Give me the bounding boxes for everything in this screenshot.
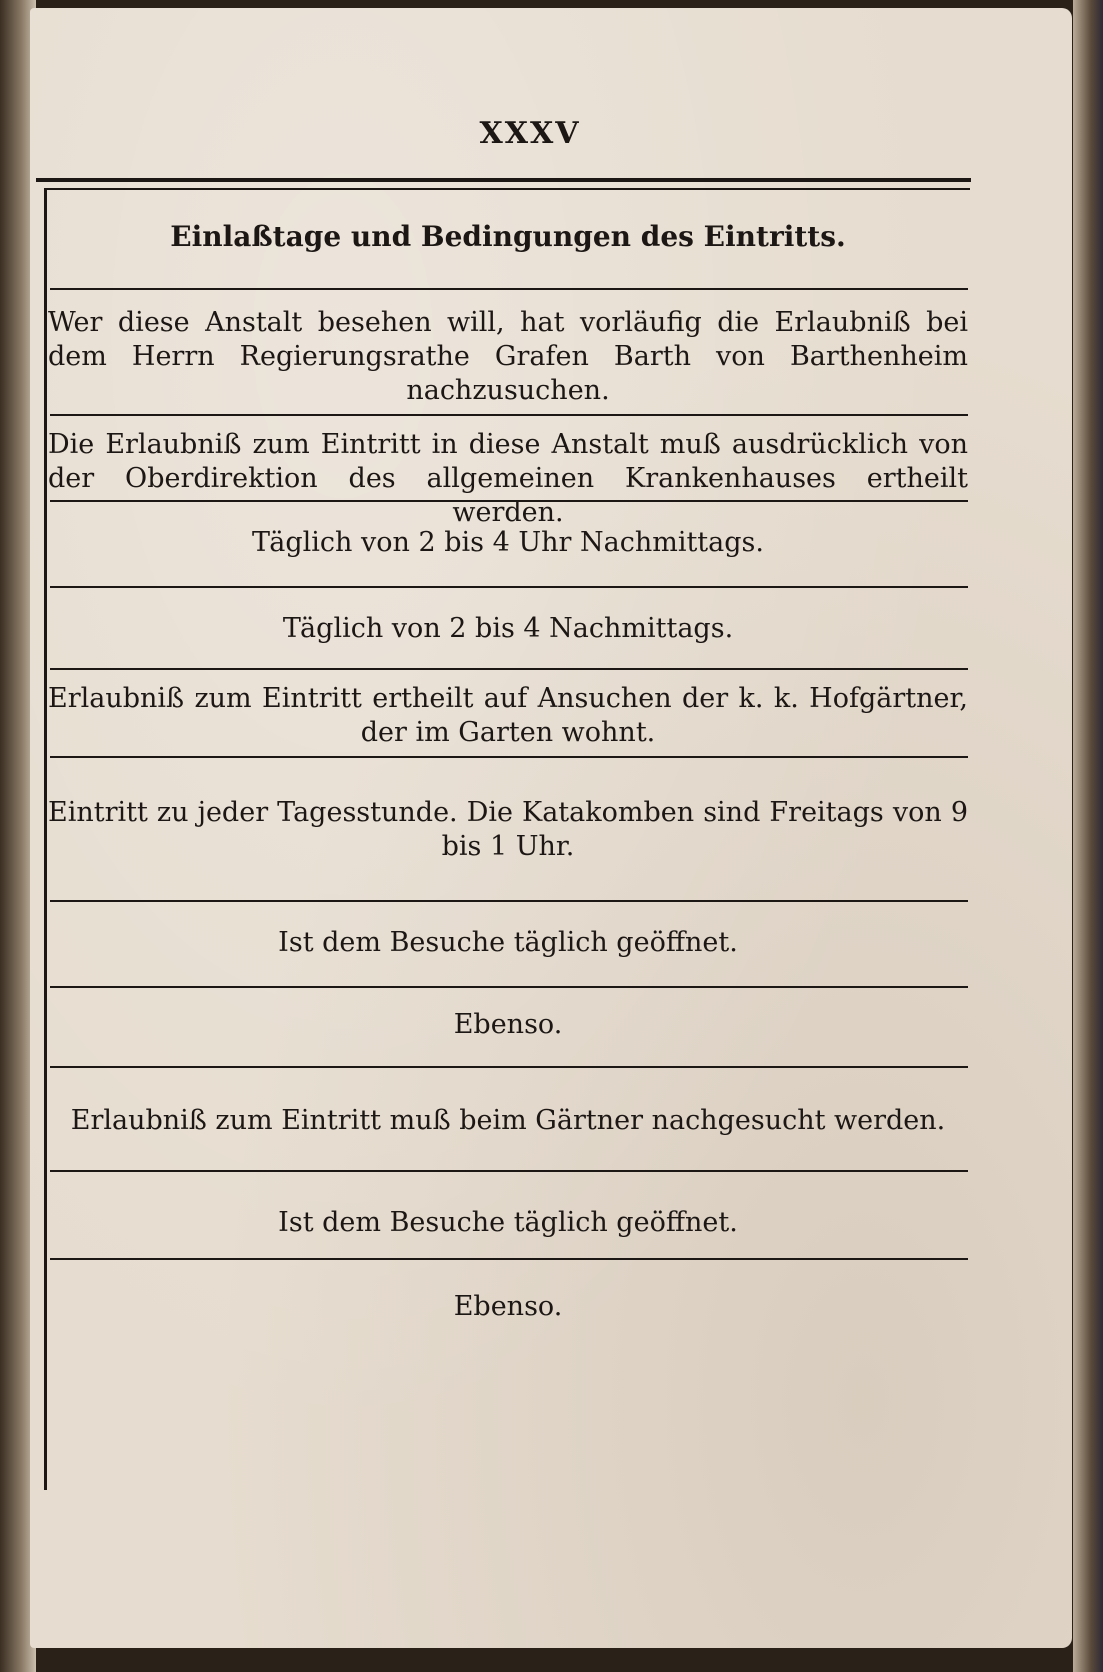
table-row: Die Erlaubniß zum Eintritt in diese Anstalt muß ausdrücklich von der Oberdirektion des allgemeinen Krankenhauses ertheilt werden. [48, 429, 968, 528]
row-divider [50, 288, 968, 290]
table-row: Ebenso. [453, 1291, 563, 1322]
row-divider [50, 900, 968, 902]
page [30, 8, 1072, 1648]
top-rule-thin [44, 188, 970, 190]
row-divider [50, 500, 968, 502]
page-number: XXXV [479, 116, 581, 151]
row-divider [50, 586, 968, 588]
table-frame [36, 178, 971, 1478]
row-divider [50, 1258, 968, 1260]
row-divider [50, 1066, 968, 1068]
table-row: Täglich von 2 bis 4 Nachmittags. [282, 613, 734, 644]
table-row: Eintritt zu jeder Tagesstunde. Die Katakomben sind Freitags von 9 bis 1 Uhr. [48, 797, 968, 862]
row-divider [50, 986, 968, 988]
table-header: Einlaßtage und Bedingungen des Eintritts. [170, 220, 846, 253]
left-column-rule [44, 190, 47, 1490]
table-row: Erlaubniß zum Eintritt ertheilt auf Ansuchen der k. k. Hofgärtner, der im Garten wohnt. [48, 683, 968, 748]
table-row: Ebenso. [453, 1009, 563, 1040]
row-divider [50, 1170, 968, 1172]
row-divider [50, 414, 968, 416]
table-row: Ist dem Besuche täglich geöffnet. [278, 1207, 738, 1238]
table-row: Ist dem Besuche täglich geöffnet. [278, 927, 738, 958]
table-row: Erlaubniß zum Eintritt muß beim Gärtner nachgesucht werden. [70, 1105, 946, 1136]
table-row: Täglich von 2 bis 4 Uhr Nachmittags. [252, 527, 764, 558]
top-rule-thick [36, 178, 971, 182]
row-divider [50, 668, 968, 670]
row-divider [50, 756, 968, 758]
table-row: Wer diese Anstalt besehen will, hat vorläufig die Erlaubniß bei dem Herrn Regierungsrathe Grafen Barth von Barthenheim nachzusuchen. [48, 307, 968, 406]
book-fore-edge [1073, 0, 1103, 1672]
